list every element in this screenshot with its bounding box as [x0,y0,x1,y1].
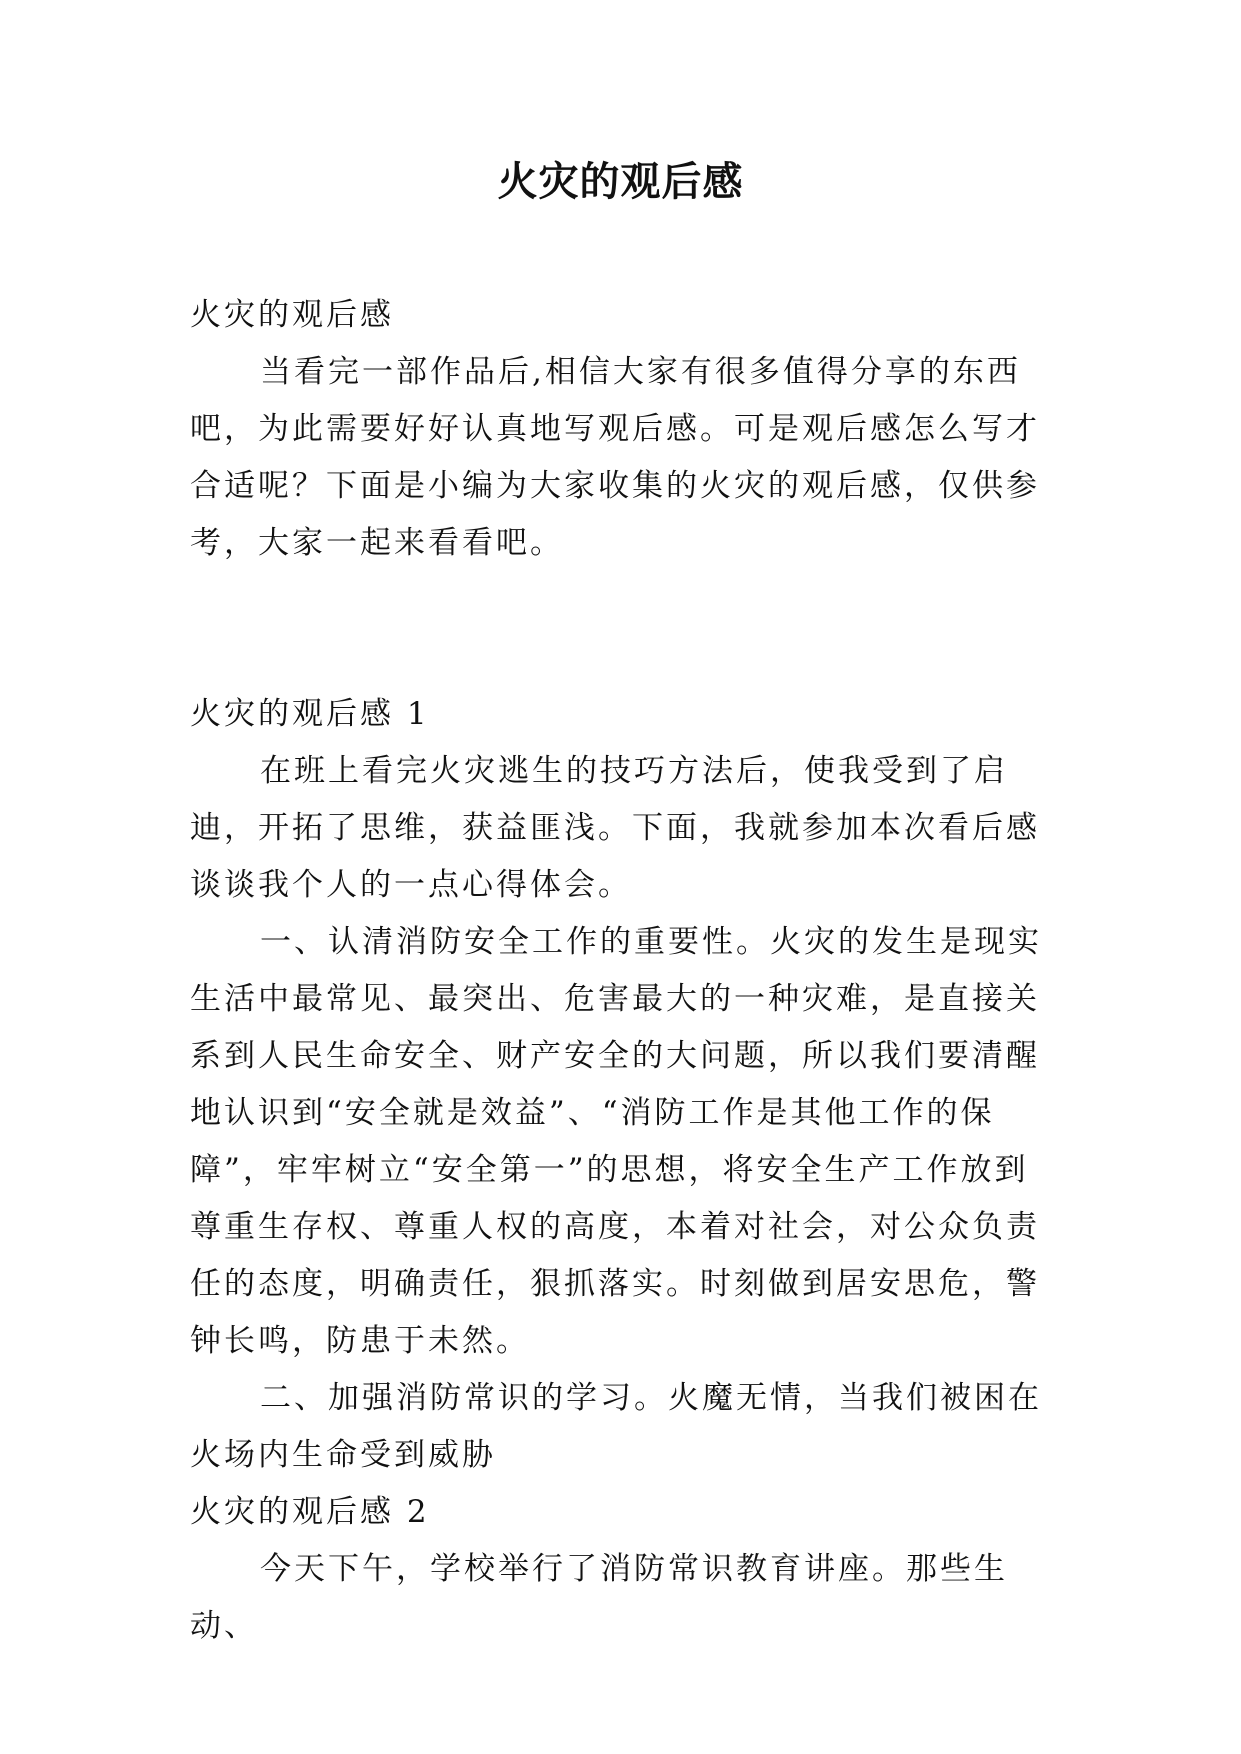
document-title: 火灾的观后感 [497,158,744,205]
intro-paragraph: 当看完一部作品后,相信大家有很多值得分享的东西吧，为此需要好好认真地写观后感。可是观后感怎么写才合适呢？下面是小编为大家收集的火灾的观后感，仅供参考，大家一起来看看吧。 [190,354,1040,561]
section-2-heading: 火灾的观后感 2 [190,1494,430,1530]
section-1-paragraph-1: 在班上看完火灾逃生的技巧方法后，使我受到了启迪，开拓了思维，获益匪浅。下面，我就参加本次看后感谈谈我个人的一点心得体会。 [190,753,1040,903]
intro-heading: 火灾的观后感 [190,297,394,333]
section-1-heading: 火灾的观后感 1 [190,696,430,732]
section-1-paragraph-2: 一、认清消防安全工作的重要性。火灾的发生是现实生活中最常见、最突出、危害最大的一种灾难，是直接关系到人民生命安全、财产安全的大问题，所以我们要清醒地认识到“安全就是效益”、“消防工作是其他工作的保障”，牢牢树立“安全第一”的思想，将安全生产工作放到尊重生存权、尊重人权的高度，本着对社会，对公众负责任的态度，明确责任，狠抓落实。时刻做到居安思危，警钟长鸣，防患于未然。 [190,924,1042,1359]
section-1-paragraph-3: 二、加强消防常识的学习。火魔无情，当我们被困在火场内生命受到威胁 [190,1380,1042,1473]
section-2-paragraph-1: 今天下午，学校举行了消防常识教育讲座。那些生动、 [190,1551,1008,1644]
document-body [190,287,1052,1655]
section-spacer [190,572,1052,686]
